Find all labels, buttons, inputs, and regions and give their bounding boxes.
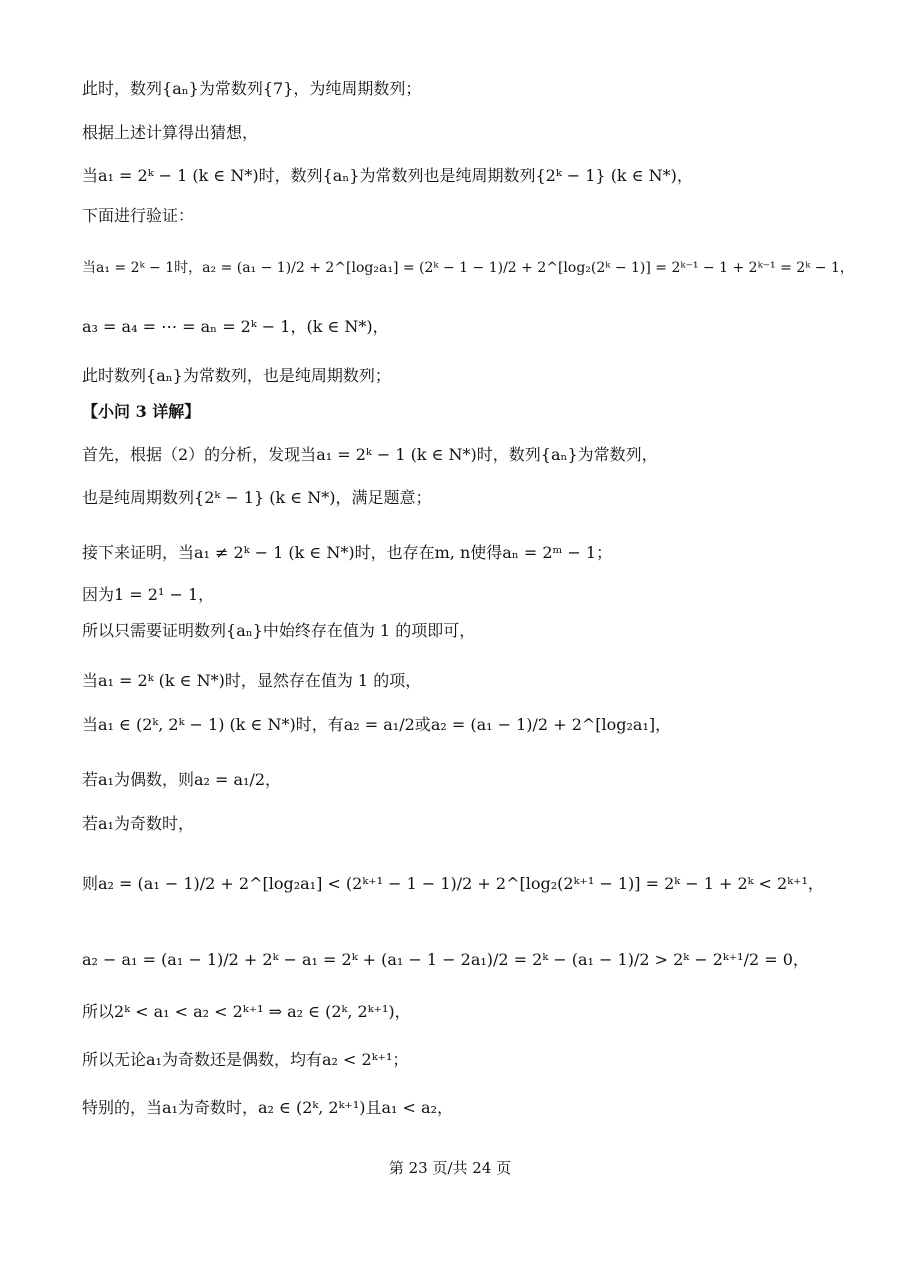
text-segment: 【小问 3 详解】: [82, 402, 201, 421]
text-segment: ；: [596, 543, 613, 562]
text-segment: ，: [676, 166, 693, 185]
text-segment: 时，显然存在值为 1 的项，: [224, 671, 422, 690]
math-expression: a₃ = a₄ = ⋯ = aₙ = 2ᵏ − 1: [82, 317, 291, 336]
text-line: [82, 443, 840, 467]
text-segment: 若: [82, 814, 99, 833]
text-line: [82, 669, 840, 693]
text-segment: 为奇数时，: [113, 814, 194, 833]
page-footer: 第 23 页/共 24 页: [388, 1159, 512, 1177]
text-segment: 或: [414, 715, 431, 734]
text-segment: 当: [82, 671, 99, 690]
math-expression: a₁: [98, 770, 114, 789]
math-expression: 1 = 2¹ − 1: [114, 585, 199, 604]
text-segment: 为常数列，也是纯周期数列；: [182, 366, 391, 385]
math-expression: a₂ − a₁ = (a₁ − 1)/2 + 2ᵏ − a₁ = 2ᵏ + (a₁ − 1 − 2a₁)/2 = 2ᵏ − (a₁ − 1)/2 > 2ᵏ − 2ᵏ⁺¹/2 = 0: [82, 950, 793, 969]
math-expression: 2ᵏ < a₁ < a₂ < 2ᵏ⁺¹ ⇒ a₂ ∈ (2ᵏ, 2ᵏ⁺¹): [114, 1002, 395, 1021]
text-segment: 下面进行验证：: [82, 206, 195, 225]
math-expression: aₙ = 2ᵐ − 1: [502, 543, 597, 562]
text-segment: 时，有: [295, 715, 344, 734]
text-segment: 首先，根据（2）的分析，发现当: [82, 445, 317, 464]
math-expression: {aₙ}: [540, 445, 578, 464]
text-segment: ，: [655, 715, 672, 734]
text-line: [82, 619, 840, 643]
text-line: [82, 872, 840, 896]
math-expression: {2ᵏ − 1} (k ∈ N*): [194, 488, 336, 507]
text-segment: ，: [437, 1098, 454, 1117]
text-line: [82, 77, 840, 101]
text-segment: 为偶数，则: [113, 770, 194, 789]
text-segment: 且: [365, 1098, 382, 1117]
math-expression: (k ∈ N*): [306, 317, 373, 336]
math-expression: {2ᵏ − 1} (k ∈ N*): [535, 166, 677, 185]
text-segment: 若: [82, 770, 99, 789]
text-segment: 所以无论: [82, 1050, 147, 1069]
text-segment: 时，也存在: [354, 543, 435, 562]
text-segment: 因为: [82, 585, 115, 604]
text-segment: 根据上述计算得出猜想，: [82, 123, 259, 142]
text-line: [82, 164, 840, 188]
math-expression: m, n: [434, 543, 471, 562]
text-segment: 此时数列: [82, 366, 147, 385]
math-expression: {aₙ}: [162, 79, 199, 98]
text-segment: 时，: [174, 260, 203, 276]
text-segment: ，: [290, 317, 307, 336]
math-expression: {aₙ}: [322, 166, 360, 185]
text-line: [82, 400, 840, 424]
text-segment: ；: [392, 1050, 409, 1069]
text-segment: ，: [839, 260, 854, 276]
text-line: [82, 583, 840, 607]
text-segment: 为奇数还是偶数，均有: [161, 1050, 322, 1069]
math-expression: {7}: [262, 79, 294, 98]
text-segment: 时，数列: [258, 166, 323, 185]
math-expression: a₁ ≠ 2ᵏ − 1 (k ∈ N*): [194, 543, 355, 562]
math-expression: a₁ = 2ᵏ − 1 (k ∈ N*): [316, 445, 477, 464]
text-line: [82, 812, 840, 836]
math-expression: a₂ = a₁/2: [343, 715, 415, 734]
text-segment: ，: [198, 585, 215, 604]
text-segment: 为常数列也是纯周期数列: [359, 166, 536, 185]
text-segment: 特别的，当: [82, 1098, 163, 1117]
text-segment: 也是纯周期数列: [82, 488, 195, 507]
text-segment: ，: [265, 770, 282, 789]
text-line: [82, 541, 840, 565]
math-expression: a₁ = 2ᵏ − 1: [96, 260, 175, 276]
math-expression: a₂ = a₁/2: [193, 770, 266, 789]
text-segment: 所以只需要证明数列: [82, 621, 227, 640]
text-line: [82, 364, 840, 388]
math-expression: {aₙ}: [146, 366, 183, 385]
text-segment: 所以: [82, 1002, 115, 1021]
math-expression: {aₙ}: [226, 621, 263, 640]
text-segment: 接下来证明，当: [82, 543, 195, 562]
text-segment: 为常数列，: [577, 445, 658, 464]
text-line: [82, 486, 840, 510]
text-segment: 中始终存在值为 1 的项即可，: [262, 621, 476, 640]
math-expression: a₁: [98, 814, 114, 833]
math-expression: a₁: [146, 1050, 162, 1069]
math-expression: a₂ ∈ (2ᵏ, 2ᵏ⁺¹): [257, 1098, 366, 1117]
text-segment: 则: [82, 874, 99, 893]
text-line: [82, 1096, 840, 1120]
text-line: [82, 121, 840, 145]
text-line: [82, 1000, 840, 1024]
math-expression: a₁ < a₂: [381, 1098, 437, 1117]
text-line: [82, 315, 840, 339]
text-segment: 当: [82, 166, 99, 185]
text-line: [82, 204, 840, 228]
math-expression: a₂ = (a₁ − 1)/2 + 2^[log₂a₁]: [430, 715, 656, 734]
text-line: [82, 768, 840, 792]
text-segment: ，: [394, 1002, 411, 1021]
text-line: [82, 948, 840, 972]
text-segment: 使得: [470, 543, 503, 562]
text-segment: 为常数列: [198, 79, 263, 98]
text-segment: 当: [82, 260, 96, 276]
math-expression: a₂ = (a₁ − 1)/2 + 2^[log₂a₁] = (2ᵏ − 1 − 1)/2 + 2^[log₂(2ᵏ − 1)] = 2ᵏ⁻¹ − 1 + 2ᵏ⁻¹ = 2ᵏ − 1: [202, 260, 840, 276]
text-segment: 时，数列: [476, 445, 541, 464]
text-line: [82, 1048, 840, 1072]
text-segment: ，满足题意；: [335, 488, 432, 507]
math-expression: a₂ < 2ᵏ⁺¹: [321, 1050, 393, 1069]
math-expression: a₁ ∈ (2ᵏ, 2ᵏ − 1) (k ∈ N*): [98, 715, 296, 734]
math-expression: a₂ = (a₁ − 1)/2 + 2^[log₂a₁] < (2ᵏ⁺¹ − 1 − 1)/2 + 2^[log₂(2ᵏ⁺¹ − 1)] = 2ᵏ − 1 + 2ᵏ < 2ᵏ⁺¹: [98, 874, 808, 893]
text-segment: ，: [807, 874, 824, 893]
text-segment: 为奇数时，: [177, 1098, 258, 1117]
text-segment: 当: [82, 715, 99, 734]
math-expression: a₁ = 2ᵏ − 1 (k ∈ N*): [98, 166, 259, 185]
text-line: [82, 256, 854, 280]
math-expression: a₁: [162, 1098, 178, 1117]
math-expression: a₁ = 2ᵏ (k ∈ N*): [98, 671, 225, 690]
text-segment: ，: [792, 950, 809, 969]
text-segment: 此时，数列: [82, 79, 163, 98]
text-line: [82, 713, 840, 737]
text-segment: ，为纯周期数列；: [293, 79, 422, 98]
text-segment: ，: [372, 317, 389, 336]
